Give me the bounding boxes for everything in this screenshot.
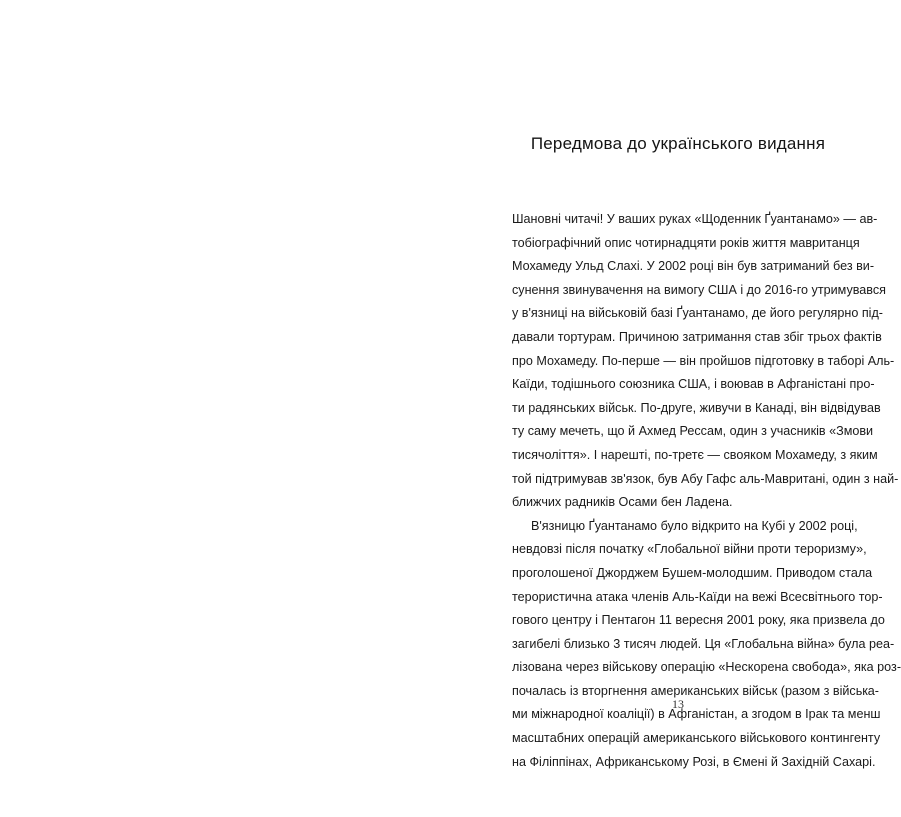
paragraph-1-line-2: тобіографічний опис чотирнадцяти років життя мавританця [512,235,860,250]
paragraph-1-line-6: давали тортурам. Причиною затримання став збіг трьох фактів [512,329,882,344]
body-text [512,208,901,774]
paragraph-1-line-8: Каїди, тодішнього союзника США, і воював в Афганістані про- [512,377,875,392]
paragraph-1-line-4: сунення звинувачення на вимогу США і до 2016-го утримувався [512,282,886,297]
paragraph-1-line-9: ти радянських військ. По-друге, живучи в Канаді, він відвідував [512,400,881,415]
paragraph-2-line-6: загибелі близько 3 тисяч людей. Ця «Глобальна війна» була реа- [512,636,895,651]
paragraph-1-line-5: у в'язниці на військовій базі Ґуантанамо, де його регулярно під- [512,306,883,321]
paragraph-1-line-10: ту саму мечеть, що й Ахмед Рессам, один з учасників «Змови [512,424,874,439]
chapter-title: Передмова до українського видання [530,134,826,153]
paragraph-2-line-5: гового центру і Пентагон 11 вересня 2001 року, яка призвела до [512,613,885,628]
paragraph-2-line-7: лізована через військову операцію «Нескорена свобода», яка роз- [512,660,901,675]
paragraph-2-line-2: невдовзі після початку «Глобальної війни проти тероризму», [512,542,867,557]
paragraph-2-line-8: почалась із вторгнення американських військ (разом з військa- [512,683,879,698]
paragraph-1-line-13: ближчих радників Осами бен Ладена. [512,495,733,510]
paragraph-2-line-3: проголошеної Джорджем Бушем-молодшим. Приводом стала [512,565,873,580]
paragraph-1-line-3: Мохамеду Ульд Слахі. У 2002 році він був затриманий без ви- [512,259,875,274]
paragraph-2-line-9: ми міжнародної коаліції) в Афганістан, а згодом в Ірак та менш [512,707,881,722]
paragraph-2-line-11: на Філіппінах, Африканському Розі, в Ємені й Західній Сахарі. [512,754,876,769]
paragraph-1-line-12: той підтримував зв'язок, був Абу Гафс аль-Мавритані, один з най- [512,471,899,486]
page-number: 13 [672,697,684,711]
paragraph-2-line-1: В'язницю Ґуантанамо було відкрито на Кубі у 2002 році, [531,518,858,533]
paragraph-2-line-4: терористична атака членів Аль-Каїди на вежі Всесвітнього тор- [512,589,883,604]
paragraph-1-line-7: про Мохамеду. По-перше — він пройшов підготовку в таборі Аль- [512,353,895,368]
paragraph-1-line-11: тисячоліття». І нарешті, по-третє — свояком Мохамеду, з яким [512,447,878,462]
paragraph-2-line-10: масштабних операцій американського військового контингенту [512,731,881,746]
paragraph-1-line-1: Шановні читачі! У ваших руках «Щоденник Ґуантанамо» — ав- [512,212,878,226]
left-page-blank [0,0,450,817]
